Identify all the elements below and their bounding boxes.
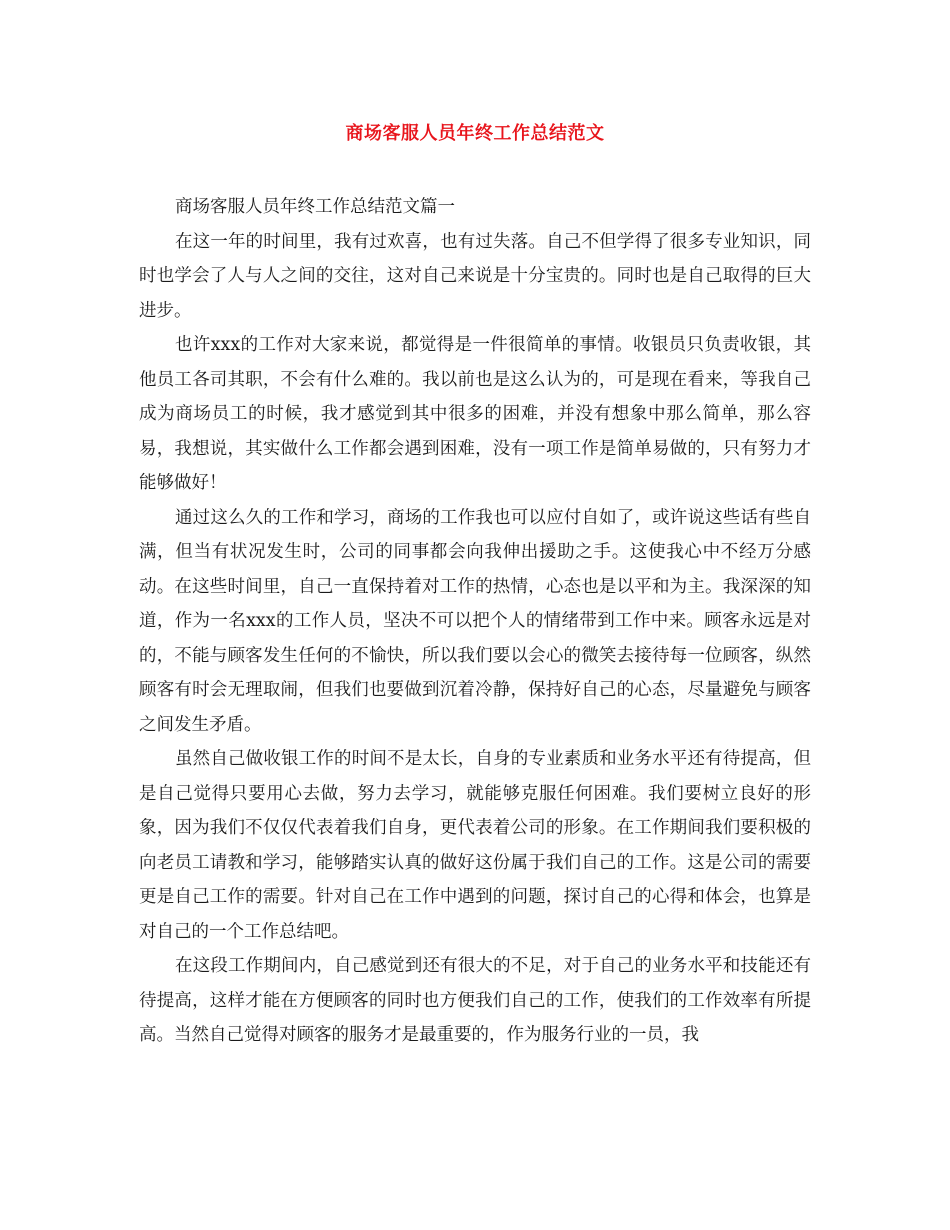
paragraph-2: 也许xxx的工作对大家来说，都觉得是一件很简单的事情。收银员只负责收银，其他员工各司其职，不会有什么难的。我以前也是这么认为的，可是现在看来，等我自己成为商场员工的时候，我才感觉到其中很多的困难，并没有想象中那么简单，那么容易，我想说，其实做什么工作都会遇到困难，没有一项工作是简单易做的，只有努力才能够做好！: [139, 335, 811, 493]
paragraph-3: 通过这么久的工作和学习，商场的工作我也可以应付自如了，或许说这些话有些自满，但当有状况发生时，公司的同事都会向我伸出援助之手。这使我心中不经万分感动。在这些时间里，自己一直保持着对工作的热情，心态也是以平和为主。我深深的知道，作为一名xxx的工作人员，坚决不可以把个人的情绪带到工作中来。顾客永远是对的，不能与顾客发生任何的不愉快，所以我们要以会心的微笑去接待每一位顾客，纵然顾客有时会无理取闹，但我们也要做到沉着冷静，保持好自己的心态，尽量避免与顾客之间发生矛盾。: [139, 507, 811, 735]
section-heading: 商场客服人员年终工作总结范文篇一: [175, 197, 455, 217]
page-title: 商场客服人员年终工作总结范文: [345, 123, 605, 144]
paragraph-5: 在这段工作期间内，自己感觉到还有很大的不足，对于自己的业务水平和技能还有待提高，这样才能在方便顾客的同时也方便我们自己的工作，使我们的工作效率有所提高。当然自己觉得对顾客的服务才是最重要的，作为服务行业的一员，我: [139, 956, 811, 1045]
document-body: [139, 190, 811, 1053]
paragraph-1: 在这一年的时间里，我有过欢喜，也有过失落。自己不但学得了很多专业知识，同时也学会了人与人之间的交往，这对自己来说是十分宝贵的。同时也是自己取得的巨大进步。: [139, 231, 811, 321]
paragraph-4: 虽然自己做收银工作的时间不是太长，自身的专业素质和业务水平还有待提高，但是自己觉得只要用心去做，努力去学习，就能够克服任何困难。我们要树立良好的形象，因为我们不仅仅代表着我们自身，更代表着公司的形象。在工作期间我们要积极的向老员工请教和学习，能够踏实认真的做好这份属于我们自己的工作。这是公司的需要更是自己工作的需要。针对自己在工作中遇到的问题，探讨自己的心得和体会，也算是对自己的一个工作总结吧。: [139, 749, 811, 942]
